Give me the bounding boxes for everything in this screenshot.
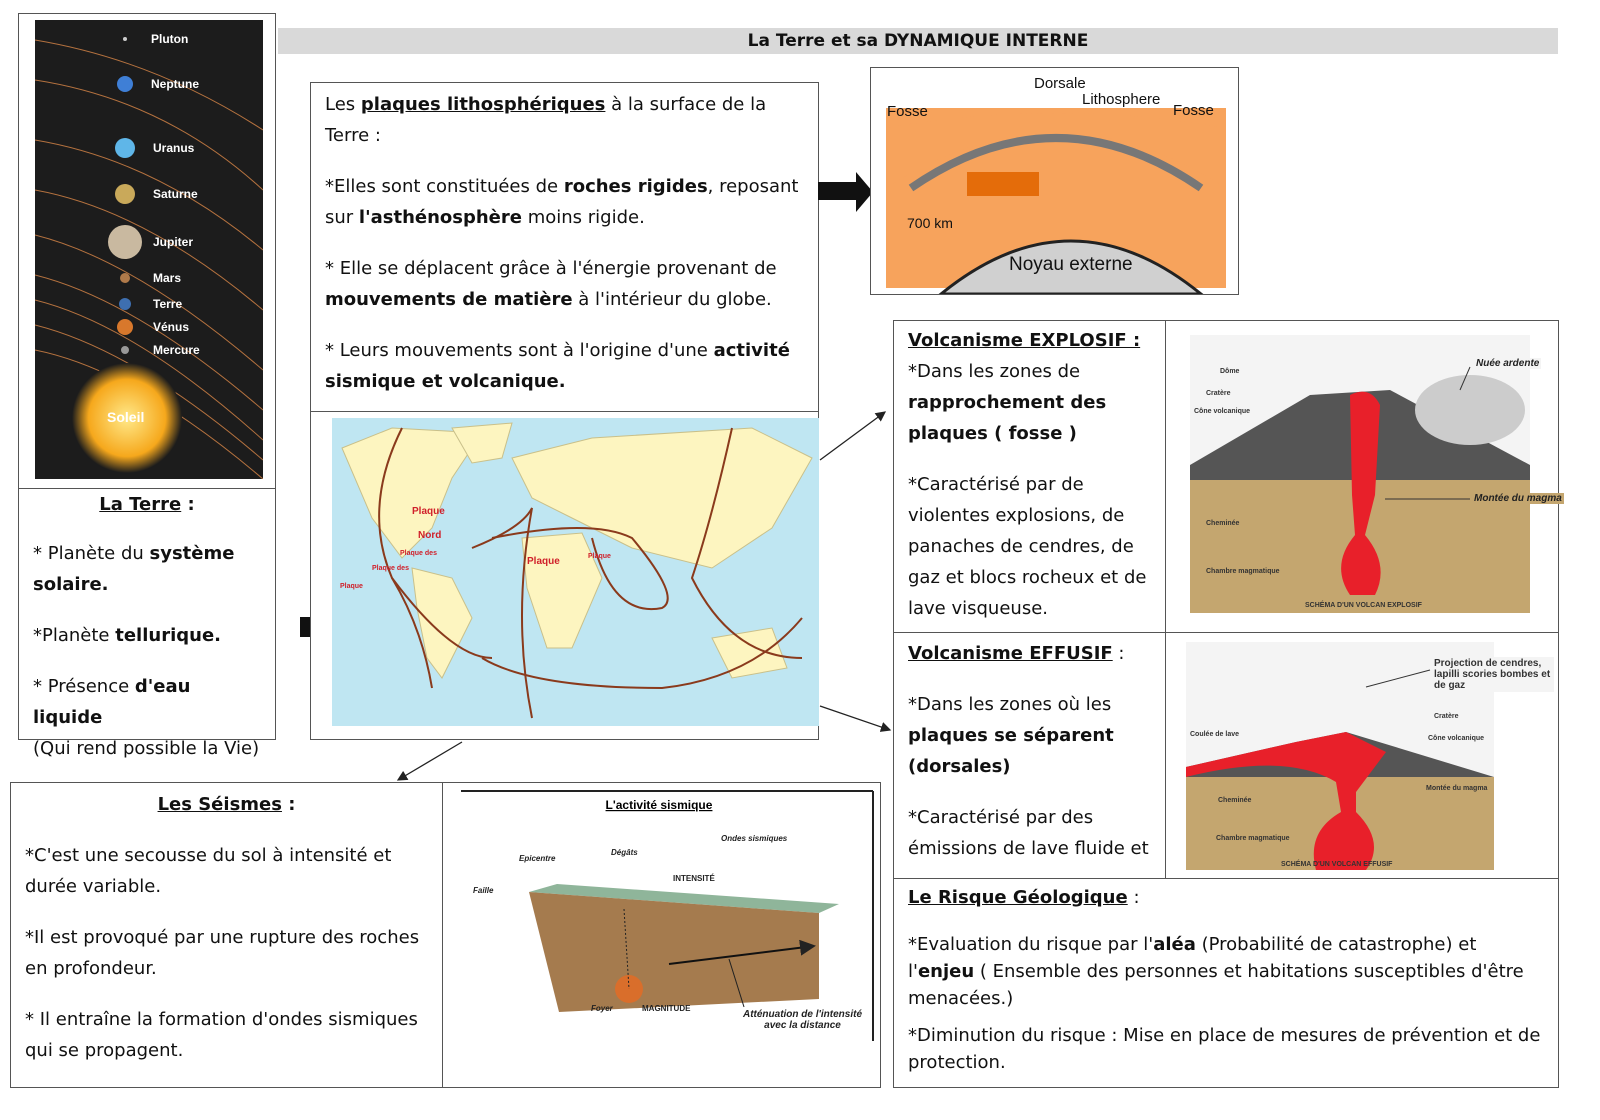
text: *Diminution du risque : Mise en place de mesures de prévention et de protection.	[908, 1025, 1541, 1073]
diagram-label: Cône volcanique	[1194, 408, 1251, 415]
page-title: La Terre et sa DYNAMIQUE INTERNE	[278, 28, 1558, 54]
text: *Caractérisé par des émissions de lave fluide et	[908, 807, 1149, 859]
diagram-label: Noyau externe	[1009, 254, 1133, 275]
map-label: Plaque des	[372, 565, 409, 572]
plaques-panel	[310, 82, 819, 412]
marker	[300, 617, 310, 637]
diagram-label: Foyer	[591, 1004, 613, 1013]
text-bold: d'eau liquide	[33, 676, 191, 728]
diagram-label: Dégâts	[611, 848, 638, 857]
diagram-caption: SCHÉMA D'UN VOLCAN EFFUSIF	[1281, 861, 1393, 868]
diagram-label: Cratère	[1434, 713, 1459, 720]
text: moins rigide.	[521, 207, 645, 228]
text-bold: activité sismique et volcanique.	[325, 340, 790, 392]
text: *Dans les zones de	[908, 361, 1081, 382]
diagram-label: Cratère	[1206, 390, 1231, 397]
colon: :	[281, 794, 296, 815]
tectonic-plates-map	[332, 418, 819, 726]
diagram-label: Montée du magma	[1426, 785, 1488, 792]
planet-label: Uranus	[153, 141, 195, 155]
diagram-label: Fosse	[887, 103, 928, 120]
text-bold: l'asthénosphère	[358, 207, 522, 228]
text-bold: plaques lithosphériques	[360, 94, 606, 115]
seismes-panel	[10, 782, 443, 1088]
diagram-label: Epicentre	[519, 854, 556, 863]
solar-system-image	[35, 20, 263, 479]
map-label: Nord	[418, 530, 442, 541]
diagram-label: Lithosphere	[1082, 91, 1161, 108]
map-label: Plaque	[340, 583, 363, 590]
terre-panel	[18, 488, 276, 759]
mantle-convection-panel	[870, 67, 1239, 295]
planet-label: Terre	[153, 297, 183, 311]
text: (Qui rend possible la Vie)	[33, 738, 260, 759]
text: à l'intérieur du globe.	[572, 289, 772, 310]
text: *C'est une secousse du sol à intensité et durée variable.	[25, 845, 392, 897]
mantle-convection-diagram	[871, 68, 1238, 294]
seismes-heading: Les Séismes	[157, 794, 282, 815]
diagram-title: L'activité sismique	[605, 798, 713, 812]
text: (Probabilité de catastrophe) et l'	[908, 934, 1477, 982]
map-label: Plaque	[527, 556, 560, 567]
diagram-label: Chambre magmatique	[1206, 568, 1280, 575]
planet-label: Pluton	[151, 32, 189, 46]
diagram-label: MAGNITUDE	[642, 1004, 691, 1013]
terre-heading: La Terre	[99, 494, 182, 515]
text-bold: aléa	[1153, 934, 1196, 955]
planet-label: Jupiter	[153, 235, 194, 249]
text-bold: roches rigides	[563, 176, 708, 197]
diagram-label: Cheminée	[1206, 520, 1240, 527]
diagram-label: Fosse	[1173, 102, 1214, 119]
diagram-label: Cheminée	[1218, 797, 1252, 804]
planet-label: Vénus	[153, 320, 190, 334]
text: * Planète du	[33, 543, 150, 564]
text: * Il entraîne la formation d'ondes sismiques qui se propagent.	[25, 1009, 418, 1061]
colon: :	[181, 494, 195, 515]
diagram-caption: SCHÉMA D'UN VOLCAN EXPLOSIF	[1305, 602, 1422, 609]
diagram-label: Chambre magmatique	[1216, 835, 1290, 842]
seismic-activity-diagram	[459, 789, 875, 1044]
text-bold: mouvements de matière	[325, 289, 573, 310]
diagram-label-projection: Projection de cendres, lapilli scories bombes et de gaz	[1432, 657, 1554, 692]
diagram-label: INTENSITÉ	[673, 874, 715, 883]
text: à la surface de la Terre :	[325, 94, 767, 146]
text: *Elles sont constituées de	[325, 176, 564, 197]
diagram-label-montee-magma: Montée du magma	[1474, 493, 1562, 504]
diagram-label-attenuation: Atténuation de l'intensité avec la distance	[742, 1009, 863, 1031]
diagram-label: 700 km	[907, 215, 953, 231]
text-bold: rapprochement des plaques ( fosse )	[908, 392, 1107, 444]
colon: :	[1112, 643, 1125, 664]
diagram-label: Faille	[473, 886, 494, 895]
explosif-text	[908, 325, 1158, 644]
planet-label: Mars	[153, 271, 182, 285]
diagram-label-nuee-ardente: Nuée ardente	[1476, 358, 1540, 369]
text: Les	[325, 94, 361, 115]
diagram-label: Dôme	[1220, 368, 1240, 375]
colon: :	[1127, 887, 1140, 908]
divider	[1165, 320, 1166, 878]
text: *Il est provoqué par une rupture des roches en profondeur.	[25, 927, 420, 979]
explosif-heading: Volcanisme EXPLOSIF :	[908, 330, 1141, 351]
solar-system-panel	[18, 13, 276, 489]
diagram-label: Dorsale	[1034, 75, 1086, 92]
explosive-volcano-diagram	[1190, 335, 1530, 613]
map-label: Plaque des	[400, 550, 437, 557]
diagram-label: Cône volcanique	[1428, 735, 1485, 742]
text: *Dans les zones où les	[908, 694, 1112, 715]
text: *Planète	[33, 625, 116, 646]
effusif-heading: Volcanisme EFFUSIF	[908, 643, 1113, 664]
text: *Evaluation du risque par l'	[908, 934, 1154, 955]
text-bold: tellurique.	[115, 625, 221, 646]
text: * Elle se déplacent grâce à l'énergie provenant de	[325, 258, 777, 279]
planet-label: Neptune	[151, 77, 199, 91]
map-label: Plaque	[588, 553, 611, 560]
effusif-text	[908, 638, 1158, 884]
text: * Leurs mouvements sont à l'origine d'une	[325, 340, 714, 361]
sun-label: Soleil	[107, 409, 145, 425]
text-bold: système solaire.	[33, 543, 235, 595]
diagram-label: Ondes sismiques	[721, 834, 788, 843]
seismic-diagram-panel	[442, 782, 881, 1088]
text: ( Ensemble des personnes et habitations susceptibles d'être menacées.)	[908, 961, 1524, 1009]
arrow-right-icon	[818, 170, 873, 214]
text-bold: plaques se séparent (dorsales)	[908, 725, 1114, 777]
text-bold: enjeu	[917, 961, 975, 982]
risque-text	[908, 884, 1548, 1096]
risque-heading: Le Risque Géologique	[908, 887, 1128, 908]
diagram-label: Coulée de lave	[1190, 731, 1240, 738]
text: *Caractérisé par de violentes explosions, de panaches de cendres, de gaz et blocs rocheux et de lave visqueuse.	[908, 474, 1147, 619]
text: * Présence	[33, 676, 135, 697]
map-label: Plaque	[412, 506, 445, 517]
planet-label: Saturne	[153, 187, 198, 201]
text: , reposant sur	[325, 176, 799, 228]
planet-label: Mercure	[153, 343, 200, 357]
map-panel	[310, 411, 819, 740]
